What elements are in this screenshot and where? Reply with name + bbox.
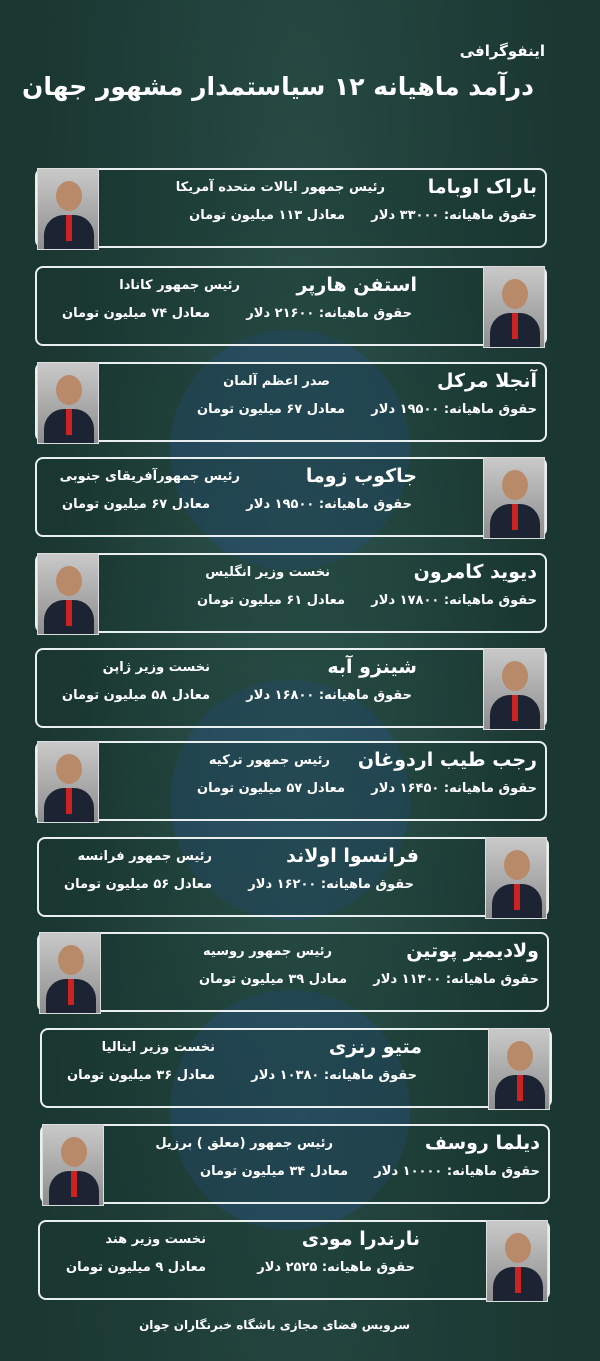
leader-role: رئیس جمهورآفریقای جنوبی — [59, 469, 240, 484]
leader-name: متیو رنزی — [328, 1036, 422, 1058]
leader-salary-equivalent: معادل ۱۱۳ میلیون تومان — [189, 208, 345, 223]
leader-card — [35, 553, 547, 633]
leader-name: فرانسوا اولاند — [286, 845, 419, 867]
leader-role: نخست وزیر ایتالیا — [101, 1040, 215, 1055]
leader-card — [35, 648, 547, 728]
leader-name: دیوید کامرون — [413, 561, 537, 583]
leader-card — [38, 1220, 550, 1300]
leader-photo — [37, 168, 99, 250]
leader-card — [37, 837, 549, 917]
leader-card — [35, 741, 547, 821]
leader-role: رئیس جمهور ایالات متحده آمریکا — [175, 180, 385, 195]
leader-salary-equivalent: معادل ۶۷ میلیون تومان — [62, 497, 210, 512]
leader-name: رجب طیب اردوغان — [357, 749, 537, 771]
footer-credit: سرویس فضای مجازی باشگاه خبرنگاران جوان — [139, 1318, 410, 1332]
leader-photo — [483, 648, 545, 730]
leader-card — [40, 1028, 552, 1108]
leader-photo — [37, 553, 99, 635]
leader-card — [35, 266, 547, 346]
leader-salary: حقوق ماهیانه: ۲۱۶۰۰ دلار — [246, 306, 412, 321]
leader-name: ولادیمیر پوتین — [406, 940, 539, 962]
leader-photo — [483, 457, 545, 539]
leader-salary: حقوق ماهیانه: ۳۳۰۰۰ دلار — [371, 208, 537, 223]
leader-card — [35, 457, 547, 537]
page-title: درآمد ماهیانه ۱۲ سیاستمدار مشهور جهان — [22, 72, 534, 101]
leader-role: صدر اعظم آلمان — [223, 374, 330, 389]
leader-name: شینزو آبه — [327, 656, 417, 678]
leader-photo — [37, 362, 99, 444]
leader-salary-equivalent: معادل ۶۱ میلیون تومان — [197, 593, 345, 608]
leader-photo — [485, 837, 547, 919]
leader-name: استفن هارپر — [296, 274, 417, 296]
leader-salary-equivalent: معادل ۶۷ میلیون تومان — [197, 402, 345, 417]
leader-photo — [486, 1220, 548, 1302]
leader-salary: حقوق ماهیانه: ۱۶۸۰۰ دلار — [246, 688, 412, 703]
leader-role: رئیس جمهور روسیه — [203, 944, 332, 959]
leader-role: رئیس جمهور ترکیه — [208, 753, 330, 768]
leader-salary: حقوق ماهیانه: ۱۷۸۰۰ دلار — [371, 593, 537, 608]
leader-salary-equivalent: معادل ۳۴ میلیون تومان — [200, 1164, 348, 1179]
leader-salary: حقوق ماهیانه: ۱۹۵۰۰ دلار — [246, 497, 412, 512]
leader-role: نخست وزیر انگلیس — [205, 565, 330, 580]
leader-photo — [488, 1028, 550, 1110]
leader-name: باراک اوباما — [427, 176, 537, 198]
leader-salary-equivalent: معادل ۷۴ میلیون تومان — [62, 306, 210, 321]
leader-salary-equivalent: معادل ۳۹ میلیون تومان — [199, 972, 347, 987]
leader-salary: حقوق ماهیانه: ۱۶۲۰۰ دلار — [248, 877, 414, 892]
leader-salary: حقوق ماهیانه: ۱۹۵۰۰ دلار — [371, 402, 537, 417]
leader-salary-equivalent: معادل ۵۸ میلیون تومان — [62, 688, 210, 703]
leader-salary-equivalent: معادل ۹ میلیون تومان — [65, 1260, 206, 1275]
leader-role: رئیس جمهور (معلق ) برزیل — [155, 1136, 333, 1151]
leader-salary: حقوق ماهیانه: ۱۰۰۰۰ دلار — [374, 1164, 540, 1179]
leader-card — [35, 362, 547, 442]
leader-salary: حقوق ماهیانه: ۱۰۳۸۰ دلار — [251, 1068, 417, 1083]
leader-salary: حقوق ماهیانه: ۱۶۴۵۰ دلار — [371, 781, 537, 796]
leader-role: رئیس جمهور فرانسه — [77, 849, 212, 864]
leader-role: نخست وزیر هند — [105, 1232, 206, 1247]
leader-photo — [42, 1124, 104, 1206]
leader-photo — [39, 932, 101, 1014]
leader-salary: حقوق ماهیانه: ۱۱۳۰۰ دلار — [373, 972, 539, 987]
leader-card — [35, 168, 547, 248]
leader-photo — [37, 741, 99, 823]
header-kicker: اینفوگرافی — [459, 42, 545, 60]
leader-name: آنجلا مرکل — [437, 370, 537, 392]
leader-name: دیلما روسف — [424, 1132, 540, 1154]
leader-name: نارندرا مودی — [301, 1228, 420, 1250]
leader-name: جاکوب زوما — [305, 465, 417, 487]
leader-salary-equivalent: معادل ۳۶ میلیون تومان — [67, 1068, 215, 1083]
leader-photo — [483, 266, 545, 348]
leader-role: نخست وزیر ژاپن — [102, 660, 210, 675]
leader-card — [37, 932, 549, 1012]
leader-salary-equivalent: معادل ۵۶ میلیون تومان — [64, 877, 212, 892]
leader-salary-equivalent: معادل ۵۷ میلیون تومان — [197, 781, 345, 796]
leader-card — [40, 1124, 550, 1204]
leader-salary: حقوق ماهیانه: ۲۵۲۵ دلار — [257, 1260, 415, 1275]
leader-role: رئیس جمهور کانادا — [119, 278, 240, 293]
